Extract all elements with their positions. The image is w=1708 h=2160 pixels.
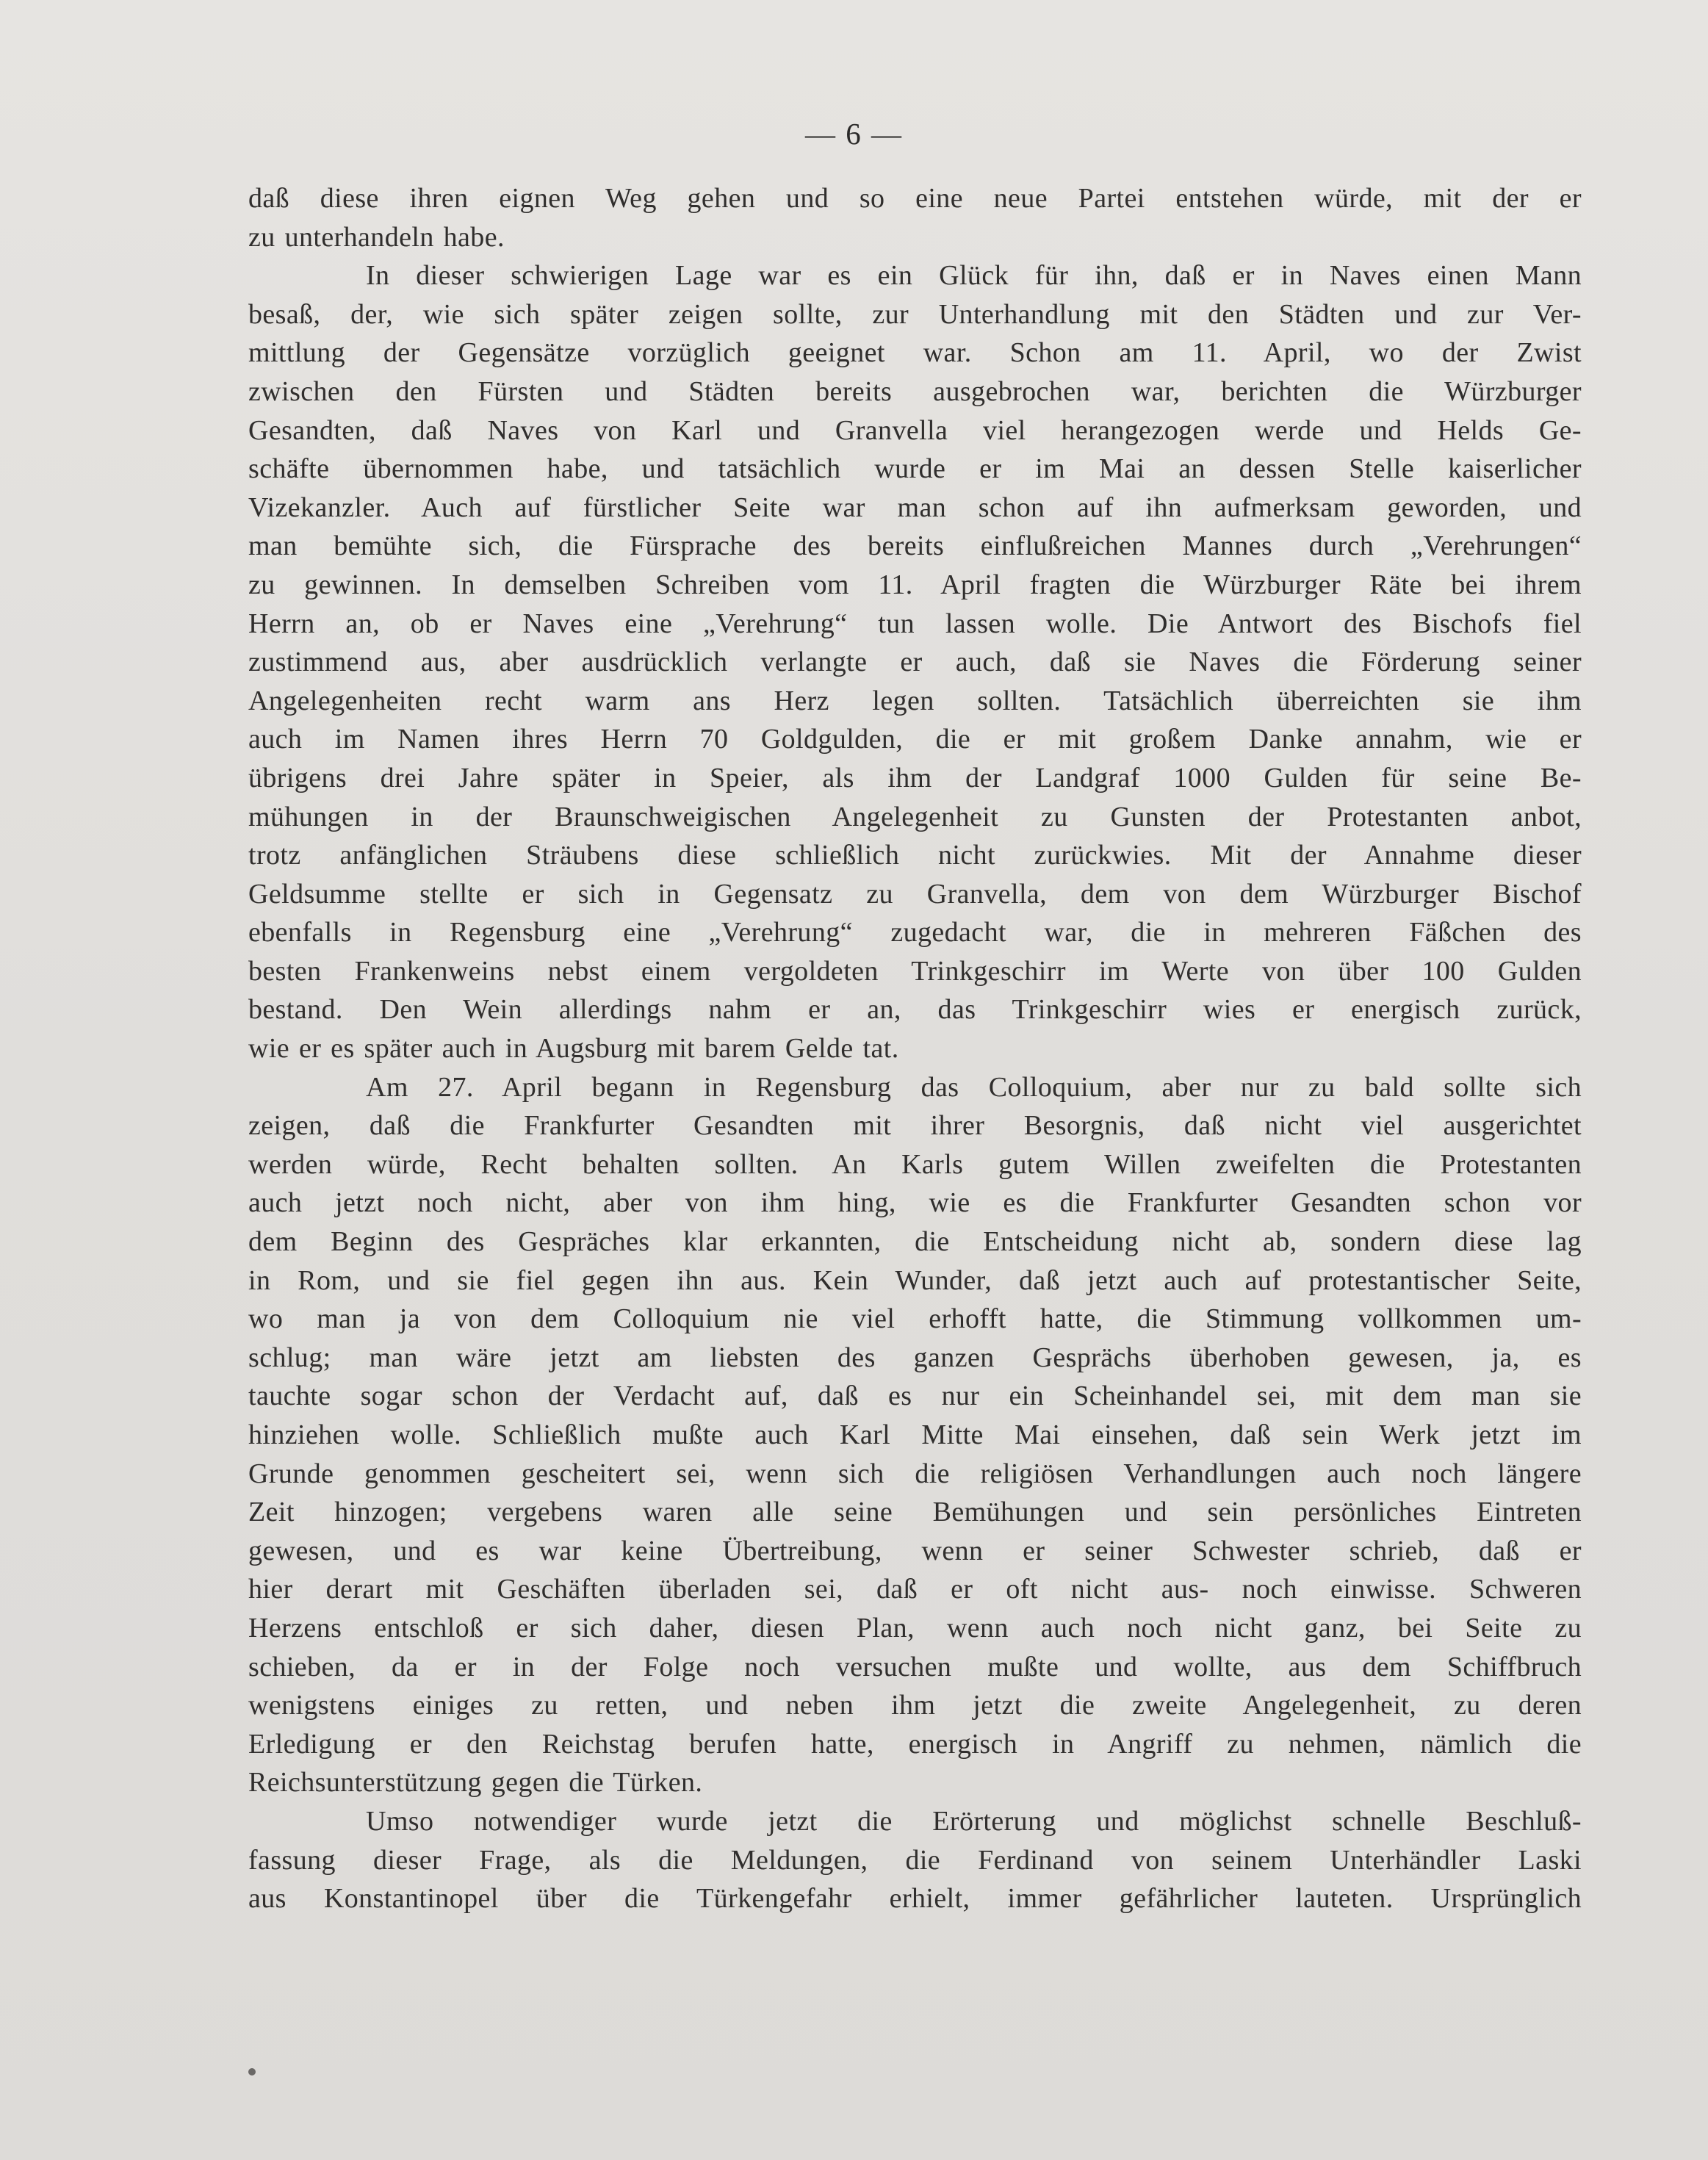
text-line: fassung dieser Frage, als die Meldungen, die Ferdinand von seinem Unterhändler Laski xyxy=(248,1844,1582,1876)
page-number: — 6 — xyxy=(805,117,903,151)
text-line: besten Frankenweins nebst einem vergoldeten Trinkgeschirr im Werte von über 100 Gulden xyxy=(248,955,1582,987)
text-line: hier derart mit Geschäften überladen sei, daß er oft nicht aus- noch einwisse. Schweren xyxy=(248,1574,1582,1605)
text-line: mühungen in der Braunschweigischen Angelegenheit zu Gunsten der Protestanten anbot, xyxy=(248,801,1582,832)
text-line: daß diese ihren eignen Weg gehen und so eine neue Partei entstehen würde, mit der er xyxy=(248,183,1582,214)
text-line: Angelegenheiten recht warm ans Herz legen sollten. Tatsächlich überreichten sie ihm xyxy=(248,685,1582,716)
ink-spot xyxy=(248,2068,256,2076)
text-line: bestand. Den Wein allerdings nahm er an, das Trinkgeschirr wies er energisch zurück, xyxy=(248,994,1582,1026)
text-line: gewesen, und es war keine Übertreibung, wenn er seiner Schwester schrieb, daß er xyxy=(248,1535,1582,1566)
text-line: dem Beginn des Gespräches klar erkannten, die Entscheidung nicht ab, sondern diese lag xyxy=(248,1226,1582,1258)
text-line: Grunde genommen gescheitert sei, wenn sich die religiösen Verhandlungen auch noch längere xyxy=(248,1458,1582,1489)
text-line: schäfte übernommen habe, und tatsächlich wurde er im Mai an dessen Stelle kaiserlicher xyxy=(248,453,1582,485)
text-line: Reichsunterstützung gegen die Türken. xyxy=(248,1767,703,1799)
text-line: man bemühte sich, die Fürsprache des bereits einflußreichen Mannes durch „Verehrungen“ xyxy=(248,530,1582,562)
text-line: Am 27. April begann in Regensburg das Colloquium, aber nur zu bald sollte sich xyxy=(366,1071,1582,1103)
text-line: zu gewinnen. In demselben Schreiben vom 11. April fragten die Würzburger Räte bei ihrem xyxy=(248,569,1582,600)
text-line: ebenfalls in Regensburg eine „Verehrung“ zugedacht war, die in mehreren Fäßchen des xyxy=(248,917,1582,948)
text-line: schieben, da er in der Folge noch versuchen mußte und wollte, aus dem Schiffbruch xyxy=(248,1651,1582,1682)
text-line: werden würde, Recht behalten sollten. An Karls gutem Willen zweifelten die Protestanten xyxy=(248,1148,1582,1180)
text-line: tauchte sogar schon der Verdacht auf, daß es nur ein Scheinhandel sei, mit dem man sie xyxy=(248,1380,1582,1412)
text-line: Zeit hinzogen; vergebens waren alle seine Bemühungen und sein persönliches Eintreten xyxy=(248,1497,1582,1528)
text-line: zwischen den Fürsten und Städten bereits ausgebrochen war, berichten die Würzburger xyxy=(248,375,1582,407)
text-line: besaß, der, wie sich später zeigen sollte, zur Unterhandlung mit den Städten und zur Ver- xyxy=(248,298,1582,330)
text-line: zu unterhandeln habe. xyxy=(248,221,505,253)
text-line: hinziehen wolle. Schließlich mußte auch Karl Mitte Mai einsehen, daß sein Werk jetzt im xyxy=(248,1419,1582,1450)
body-text xyxy=(248,179,1582,1918)
text-line: auch jetzt noch nicht, aber von ihm hing, wie es die Frankfurter Gesandten schon vor xyxy=(248,1187,1582,1219)
text-line: Gesandten, daß Naves von Karl und Granvella viel herangezogen werde und Helds Ge- xyxy=(248,414,1582,446)
text-line: Geldsumme stellte er sich in Gegensatz zu Granvella, dem von dem Würzburger Bischof xyxy=(248,878,1582,910)
text-line: in Rom, und sie fiel gegen ihn aus. Kein Wunder, daß jetzt auch auf protestantischer Seite, xyxy=(248,1264,1582,1296)
text-line: mittlung der Gegensätze vorzüglich geeignet war. Schon am 11. April, wo der Zwist xyxy=(248,337,1582,369)
text-line: zustimmend aus, aber ausdrücklich verlangte er auch, daß sie Naves die Förderung seiner xyxy=(248,647,1582,678)
text-line: Herrn an, ob er Naves eine „Verehrung“ tun lassen wolle. Die Antwort des Bischofs fiel xyxy=(248,608,1582,639)
text-line: wie er es später auch in Augsburg mit barem Gelde tat. xyxy=(248,1033,899,1065)
text-line: wo man ja von dem Colloquium nie viel erhofft hatte, die Stimmung vollkommen um- xyxy=(248,1303,1582,1335)
text-line: Herzens entschloß er sich daher, diesen Plan, wenn auch noch nicht ganz, bei Seite zu xyxy=(248,1612,1582,1644)
text-line: Erledigung er den Reichstag berufen hatte, energisch in Angriff zu nehmen, nämlich die xyxy=(248,1728,1582,1760)
text-line: schlug; man wäre jetzt am liebsten des ganzen Gesprächs überhoben gewesen, ja, es xyxy=(248,1342,1582,1373)
text-line: auch im Namen ihres Herrn 70 Goldgulden, die er mit großem Danke annahm, wie er xyxy=(248,724,1582,755)
text-line: Umso notwendiger wurde jetzt die Erörterung und möglichst schnelle Beschluß- xyxy=(366,1805,1582,1837)
text-line: trotz anfänglichen Sträubens diese schließlich nicht zurückwies. Mit der Annahme dieser xyxy=(248,840,1582,871)
text-line: aus Konstantinopel über die Türkengefahr erhielt, immer gefährlicher lauteten. Ursprünglich xyxy=(248,1883,1582,1915)
text-line: In dieser schwierigen Lage war es ein Glück für ihn, daß er in Naves einen Mann xyxy=(366,260,1582,292)
text-line: übrigens drei Jahre später in Speier, als ihm der Landgraf 1000 Gulden für seine Be- xyxy=(248,762,1582,793)
text-line: wenigstens einiges zu retten, und neben ihm jetzt die zweite Angelegenheit, zu deren xyxy=(248,1690,1582,1721)
text-line: zeigen, daß die Frankfurter Gesandten mit ihrer Besorgnis, daß nicht viel ausgerichtet xyxy=(248,1110,1582,1142)
text-line: Vizekanzler. Auch auf fürstlicher Seite war man schon auf ihn aufmerksam geworden, und xyxy=(248,492,1582,523)
